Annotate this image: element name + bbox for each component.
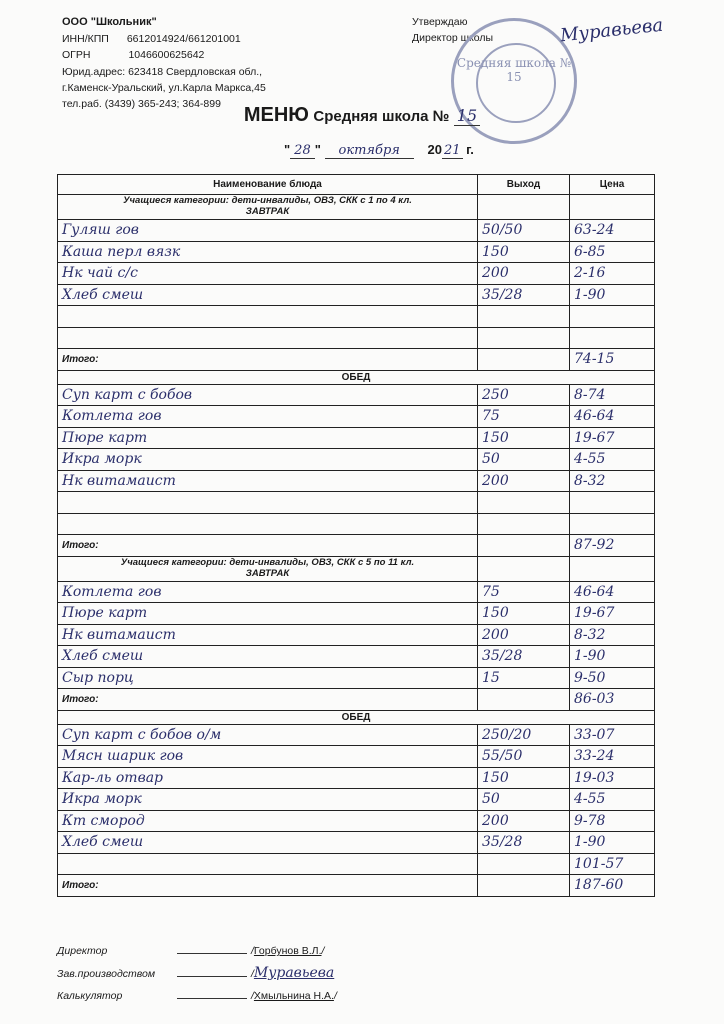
inn-value: 6612014924/661201001 [126, 33, 241, 46]
inn-label: ИНН/КПП [62, 33, 109, 46]
dish-output: 150 [478, 767, 570, 789]
total-value: 86-03 [570, 689, 655, 711]
company-header [62, 14, 266, 112]
dish-output: 50 [478, 449, 570, 471]
table-row [58, 470, 655, 492]
table-row [58, 603, 655, 625]
dish-output: 200 [478, 470, 570, 492]
table-row [58, 746, 655, 768]
table-row [58, 306, 655, 328]
dish-name: Пюре карт [58, 603, 478, 625]
meal-label: ОБЕД [58, 370, 655, 384]
category-row [58, 195, 655, 220]
total-row [58, 875, 655, 897]
dish-price: 2-16 [570, 263, 655, 285]
dish-price: 8-74 [570, 384, 655, 406]
table-row [58, 646, 655, 668]
dish-output: 35/28 [478, 646, 570, 668]
dish-name: Мясн шарик гов [58, 746, 478, 768]
table-row [58, 492, 655, 514]
empty-cell [478, 535, 570, 557]
date-month: октября [325, 143, 414, 159]
page-title [0, 104, 724, 127]
dish-price: 8-32 [570, 624, 655, 646]
address-line-1: Юрид.адрес: 623418 Свердловская обл., [62, 65, 263, 78]
dish-price: 4-55 [570, 789, 655, 811]
dish-price [570, 306, 655, 328]
total-row [58, 349, 655, 371]
dish-name [58, 492, 478, 514]
address-line-2: г.Каменск-Уральский, ул.Карла Маркса,45 [62, 81, 266, 94]
dish-output: 35/28 [478, 832, 570, 854]
category-cell [58, 195, 478, 220]
dish-output [478, 513, 570, 535]
dish-name: Гуляш гов [58, 220, 478, 242]
school-text: Средняя школа № [313, 108, 450, 125]
dish-output: 150 [478, 241, 570, 263]
ogrn-value: 1046600625642 [128, 49, 205, 62]
category-row [58, 556, 655, 581]
dish-price: 63-24 [570, 220, 655, 242]
table-row [58, 624, 655, 646]
date-year-suffix: 21 [443, 143, 461, 158]
dish-name: Нк витамаист [58, 470, 478, 492]
dish-name: Каша перл вязк [58, 241, 478, 263]
table-row [58, 581, 655, 603]
calc-label: Калькулятор [57, 990, 123, 1002]
table-header-row [58, 175, 655, 195]
table-row [58, 810, 655, 832]
dish-output: 150 [478, 603, 570, 625]
dish-output: 250/20 [478, 724, 570, 746]
menu-word: МЕНЮ [243, 104, 309, 126]
table-row [58, 263, 655, 285]
table-row [58, 513, 655, 535]
table-row [58, 327, 655, 349]
phone: тел.раб. (3439) 365-243; 364-899 [62, 98, 221, 111]
dish-price [570, 492, 655, 514]
dish-output: 200 [478, 263, 570, 285]
school-number: 15 [454, 106, 480, 126]
table-row [58, 832, 655, 854]
director-name: Горбунов В.Л. [253, 945, 322, 957]
chef-label: Зав.производством [57, 968, 156, 980]
dish-price: 19-67 [570, 427, 655, 449]
menu-date: " 28 " октября 20 21 г. [284, 142, 474, 158]
dish-name: Нк витамаист [58, 624, 478, 646]
dish-price: 33-07 [570, 724, 655, 746]
total-label: Итого: [58, 349, 478, 371]
dish-name: Хлеб смеш [58, 284, 478, 306]
col-name-header: Наименование блюда [58, 175, 478, 195]
meal-label: ОБЕД [58, 710, 655, 724]
table-row [58, 241, 655, 263]
dish-price: 46-64 [570, 581, 655, 603]
table-row [58, 384, 655, 406]
dish-name: Нк чай с/с [58, 263, 478, 285]
date-year-unit: г. [466, 142, 474, 157]
meal-row [58, 370, 655, 384]
dish-output: 200 [478, 624, 570, 646]
dish-price: 8-32 [570, 470, 655, 492]
dish-price: 19-67 [570, 603, 655, 625]
dish-output: 15 [478, 667, 570, 689]
dish-name: Кт смород [58, 810, 478, 832]
total-value: 74-15 [570, 349, 655, 371]
date-day: 28 [290, 143, 315, 159]
total-label: Итого: [58, 535, 478, 557]
dish-name: Котлета гов [58, 581, 478, 603]
meal-label: ЗАВТРАК [245, 206, 290, 217]
total-label: Итого: [58, 689, 478, 711]
dish-price: 46-64 [570, 406, 655, 428]
director-signature: Муравьева [559, 14, 665, 47]
dish-output: 50/50 [478, 220, 570, 242]
dish-price: 33-24 [570, 746, 655, 768]
calc-name: Хмыльнина Н.А. [253, 990, 334, 1002]
dish-price: 101-57 [570, 853, 655, 875]
dish-output: 250 [478, 384, 570, 406]
dish-output: 35/28 [478, 284, 570, 306]
menu-table [57, 174, 655, 897]
empty-cell [478, 689, 570, 711]
footer-signatures: Директор / Горбунов В.Л. / Зав.производством / Муравьева Калькулятор / Хмыльнина Н.А. / [57, 940, 337, 1007]
dish-price: 1-90 [570, 646, 655, 668]
table-row [58, 667, 655, 689]
dish-price: 9-50 [570, 667, 655, 689]
total-row [58, 689, 655, 711]
dish-name: Сыр порц [58, 667, 478, 689]
dish-name: Икра морк [58, 449, 478, 471]
empty-cell [478, 556, 570, 581]
table-row [58, 427, 655, 449]
dish-name [58, 306, 478, 328]
empty-cell [478, 875, 570, 897]
dish-output: 75 [478, 581, 570, 603]
dish-price [570, 327, 655, 349]
col-price-header: Цена [570, 175, 655, 195]
meal-label: ЗАВТРАК [245, 567, 290, 579]
dish-name: Суп карт с бобов [58, 384, 478, 406]
table-row [58, 724, 655, 746]
dish-name: Пюре карт [58, 427, 478, 449]
dish-name: Котлета гов [58, 406, 478, 428]
table-row [58, 406, 655, 428]
company-name: ООО "Школьник" [62, 16, 157, 28]
total-label: Итого: [58, 875, 478, 897]
table-row [58, 220, 655, 242]
dish-price: 9-78 [570, 810, 655, 832]
dish-name: Икра морк [58, 789, 478, 811]
dish-price [570, 513, 655, 535]
dish-name: Кар-ль отвар [58, 767, 478, 789]
total-value: 87-92 [570, 535, 655, 557]
dish-price: 4-55 [570, 449, 655, 471]
dish-name: Хлеб смеш [58, 832, 478, 854]
category-text: Учащиеся категории: дети-инвалиды, ОВЗ, СКК с 1 по 4 кл. [123, 195, 412, 207]
director-label: Директор [57, 945, 108, 957]
ogrn-label: ОГРН [62, 49, 91, 62]
table-row [58, 853, 655, 875]
table-row [58, 284, 655, 306]
approve-label: Утверждаю [412, 16, 468, 28]
col-output-header: Выход [478, 175, 570, 195]
category-cell [58, 556, 478, 581]
date-year-prefix: 20 [427, 142, 442, 157]
dish-name: Хлеб смеш [58, 646, 478, 668]
stamp-text: Средняя школа № 15 [456, 56, 572, 84]
dish-output: 150 [478, 427, 570, 449]
table-row [58, 449, 655, 471]
empty-cell [570, 556, 655, 581]
empty-cell [570, 195, 655, 220]
table-row [58, 767, 655, 789]
dish-name: Суп карт с бобов о/м [58, 724, 478, 746]
total-row [58, 535, 655, 557]
dish-output [478, 492, 570, 514]
dish-output: 75 [478, 406, 570, 428]
dish-name [58, 327, 478, 349]
dish-output [478, 306, 570, 328]
dish-output: 55/50 [478, 746, 570, 768]
dish-output [478, 327, 570, 349]
director-school-label: Директор школы [412, 32, 494, 45]
table-row [58, 789, 655, 811]
dish-price: 19-03 [570, 767, 655, 789]
dish-price: 1-90 [570, 832, 655, 854]
dish-output [478, 853, 570, 875]
dish-name [58, 513, 478, 535]
meal-row [58, 710, 655, 724]
chef-signature: Муравьева [253, 965, 335, 981]
empty-cell [478, 349, 570, 371]
category-text: Учащиеся категории: дети-инвалиды, ОВЗ, СКК с 5 по 11 кл. [120, 556, 415, 568]
dish-price: 6-85 [570, 241, 655, 263]
dish-output: 200 [478, 810, 570, 832]
total-value: 187-60 [570, 875, 655, 897]
empty-cell [478, 195, 570, 220]
dish-name [58, 853, 478, 875]
dish-price: 1-90 [570, 284, 655, 306]
dish-output: 50 [478, 789, 570, 811]
